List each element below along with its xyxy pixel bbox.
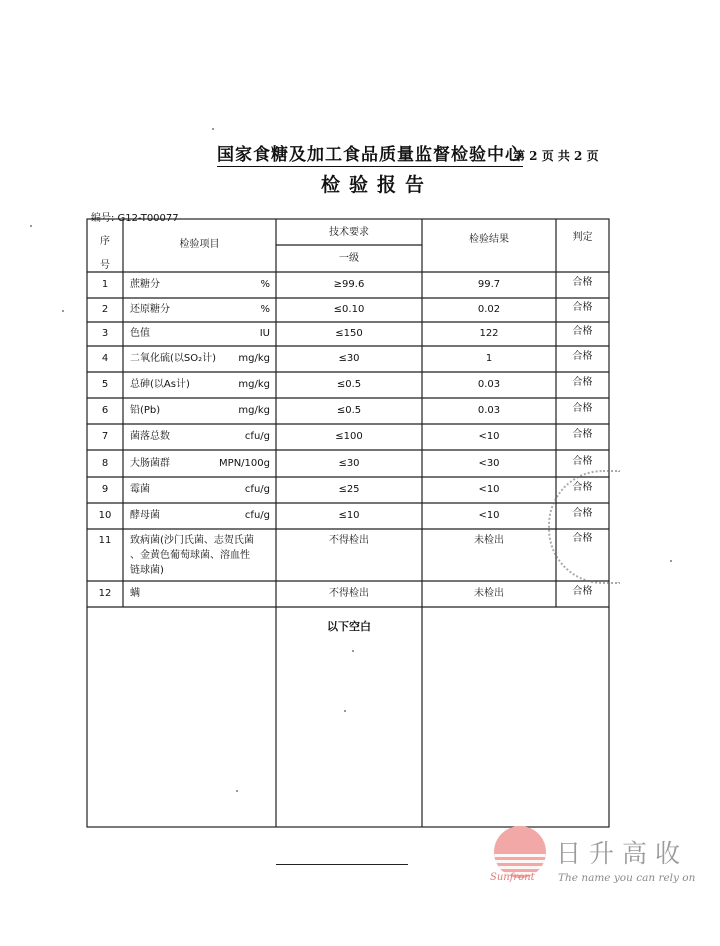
row-unit: cfu/g bbox=[244, 510, 270, 521]
col-header-seq bbox=[87, 230, 123, 278]
row-item-line: 、金黄色葡萄球菌、溶血性 bbox=[130, 550, 250, 561]
row-result: 99.7 bbox=[477, 279, 501, 290]
watermark-tagline: The name you can rely on bbox=[558, 872, 696, 884]
col-header-judgment: 判定 bbox=[572, 232, 593, 243]
row-judgment: 合格 bbox=[572, 277, 593, 288]
row-number: 6 bbox=[101, 405, 109, 416]
row-unit: % bbox=[260, 279, 270, 290]
row-item: 色值 bbox=[130, 328, 150, 339]
col-header-item: 检验项目 bbox=[179, 239, 220, 250]
blank-below-note: 以下空白 bbox=[327, 620, 371, 633]
row-result: <30 bbox=[478, 458, 500, 469]
row-result: 未检出 bbox=[474, 588, 504, 599]
row-item: 酵母菌 bbox=[130, 510, 160, 521]
row-number: 9 bbox=[101, 484, 109, 495]
row-requirement: 不得检出 bbox=[329, 535, 369, 546]
col-header-result: 检验结果 bbox=[469, 234, 509, 245]
row-number: 3 bbox=[101, 328, 109, 339]
row-result: 0.03 bbox=[477, 379, 501, 390]
scan-speck bbox=[30, 225, 32, 227]
row-result: <10 bbox=[478, 484, 500, 495]
row-requirement: ≤30 bbox=[338, 458, 360, 469]
row-item-line: 链球菌) bbox=[130, 565, 164, 576]
signature-line bbox=[276, 864, 408, 865]
row-result: 122 bbox=[479, 328, 499, 339]
row-unit: cfu/g bbox=[244, 484, 270, 495]
row-item: 大肠菌群 bbox=[130, 458, 170, 469]
row-judgment: 合格 bbox=[572, 302, 593, 313]
row-result: <10 bbox=[478, 510, 500, 521]
row-result: 0.03 bbox=[477, 405, 501, 416]
watermark-brand-en: Sunfront bbox=[490, 872, 535, 883]
row-number: 7 bbox=[101, 431, 109, 442]
row-judgment: 合格 bbox=[572, 429, 593, 440]
row-item: 菌落总数 bbox=[130, 431, 170, 442]
row-item-line: 致病菌(沙门氏菌、志贺氏菌 bbox=[130, 535, 254, 546]
row-unit: mg/kg bbox=[238, 405, 270, 416]
scan-speck bbox=[236, 790, 238, 792]
row-item: 还原糖分 bbox=[130, 304, 170, 315]
row-requirement: ≤25 bbox=[338, 484, 360, 495]
row-unit: cfu/g bbox=[244, 431, 270, 442]
row-unit: mg/kg bbox=[238, 379, 270, 390]
row-requirement: 不得检出 bbox=[329, 588, 369, 599]
row-requirement: ≤0.5 bbox=[336, 405, 362, 416]
row-number: 1 bbox=[101, 279, 109, 290]
watermark-brand-cn: 日升高收 bbox=[556, 839, 689, 868]
row-item: 总砷(以As计) bbox=[130, 379, 190, 390]
scan-speck bbox=[670, 560, 672, 562]
row-requirement: ≤0.5 bbox=[336, 379, 362, 390]
row-judgment: 合格 bbox=[572, 403, 593, 414]
row-judgment: 合格 bbox=[572, 351, 593, 362]
page-info: 第 2 页 共 2 页 bbox=[513, 149, 599, 163]
row-result: <10 bbox=[478, 431, 500, 442]
col-header-grade: 一级 bbox=[339, 253, 359, 264]
row-requirement: ≤0.10 bbox=[333, 304, 365, 315]
report-title: 检验报告 bbox=[320, 174, 433, 196]
row-judgment: 合格 bbox=[572, 533, 593, 544]
row-item: 霉菌 bbox=[130, 484, 150, 495]
row-number: 11 bbox=[98, 535, 112, 546]
row-unit: % bbox=[260, 304, 270, 315]
watermark-logo bbox=[490, 820, 700, 890]
row-number: 5 bbox=[101, 379, 109, 390]
row-result: 未检出 bbox=[474, 535, 504, 546]
row-item: 蔗糖分 bbox=[130, 279, 160, 290]
row-result: 0.02 bbox=[477, 304, 501, 315]
row-judgment: 合格 bbox=[572, 326, 593, 337]
report-number: 编号: G12-T00077 bbox=[91, 213, 179, 224]
scan-speck bbox=[212, 128, 214, 130]
row-requirement: ≤150 bbox=[335, 328, 363, 339]
row-unit: MPN/100g bbox=[219, 458, 270, 469]
row-requirement: ≤30 bbox=[338, 353, 360, 364]
row-number: 8 bbox=[101, 458, 109, 469]
scan-speck bbox=[62, 310, 64, 312]
row-unit: mg/kg bbox=[238, 353, 270, 364]
org-title-wrap bbox=[0, 140, 720, 167]
row-judgment: 合格 bbox=[572, 377, 593, 388]
row-result: 1 bbox=[485, 353, 493, 364]
row-requirement: ≥99.6 bbox=[333, 279, 365, 290]
organization-name: 国家食糖及加工食品质量监督检验中心 bbox=[217, 140, 523, 167]
col-header-seq-line1: 序号 bbox=[100, 236, 110, 271]
row-number: 10 bbox=[98, 510, 112, 521]
row-judgment: 合格 bbox=[572, 456, 593, 467]
scan-speck bbox=[344, 710, 346, 712]
sun-logo-icon bbox=[494, 826, 546, 878]
row-number: 4 bbox=[101, 353, 109, 364]
row-requirement: ≤10 bbox=[338, 510, 360, 521]
row-item: 铅(Pb) bbox=[130, 405, 161, 416]
scan-speck bbox=[352, 650, 354, 652]
row-judgment: 合格 bbox=[572, 482, 593, 493]
row-item: 二氧化硫(以SO₂计) bbox=[130, 353, 217, 364]
row-judgment: 合格 bbox=[572, 586, 593, 597]
row-requirement: ≤100 bbox=[335, 431, 363, 442]
row-number: 2 bbox=[101, 304, 109, 315]
col-header-requirement: 技术要求 bbox=[329, 227, 369, 238]
row-number: 12 bbox=[98, 588, 112, 599]
row-judgment: 合格 bbox=[572, 508, 593, 519]
row-unit: IU bbox=[259, 328, 270, 339]
row-item: 螨 bbox=[130, 588, 140, 599]
